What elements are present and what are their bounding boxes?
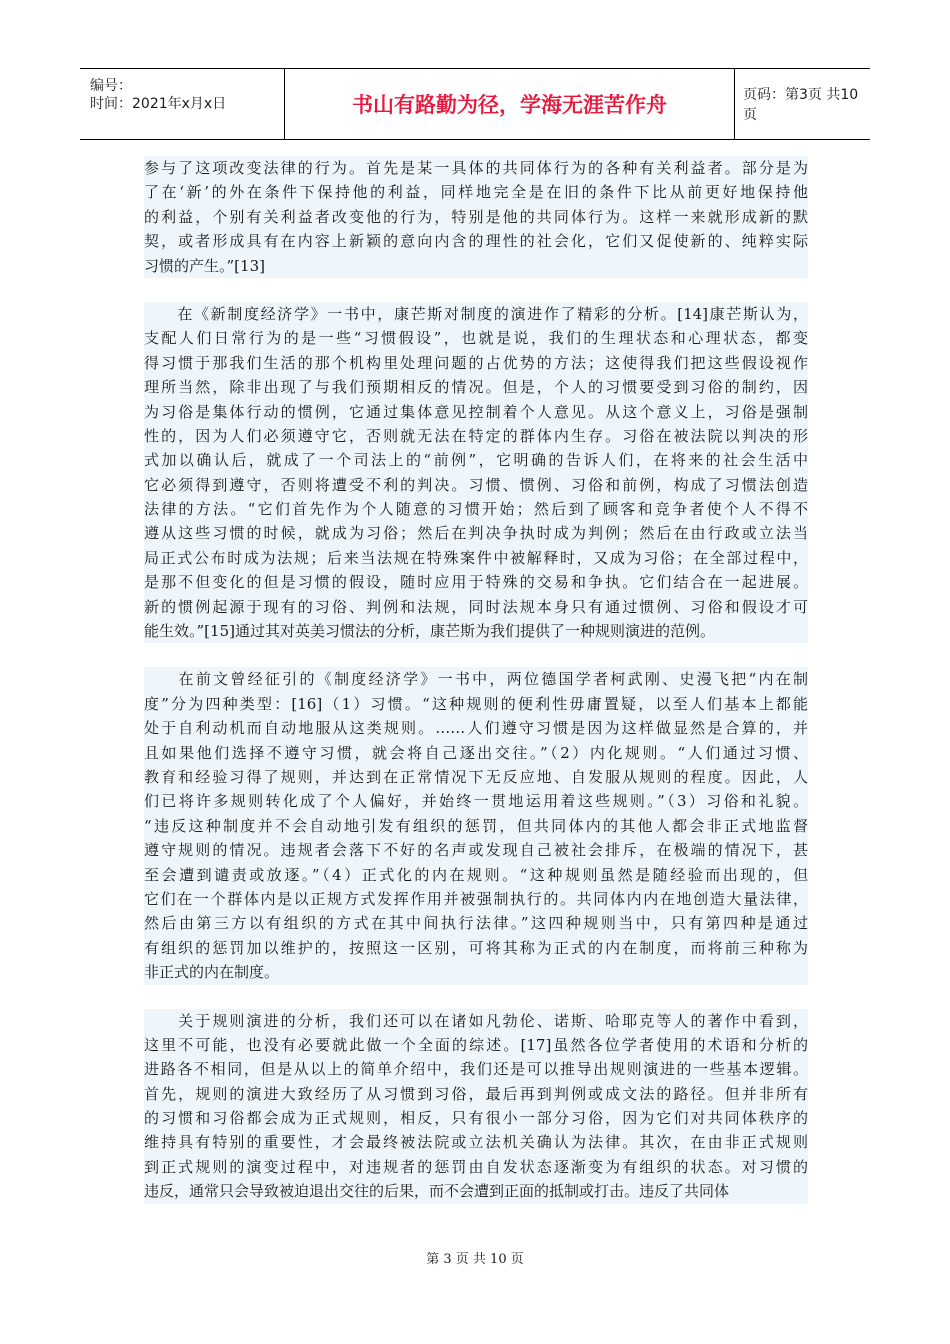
paragraph (144, 667, 808, 984)
page-header (80, 68, 870, 140)
text-line: 到正式规则的演变过程中，对违规者的惩罚由自发状态逐渐变为有组织的状态。对习惯的 (144, 1157, 808, 1176)
text-line: 能生效。”[15]通过其对英美习惯法的分析，康芒斯为我们提供了一种规则演进的范例。 (144, 622, 715, 641)
text-line: 法律的方法。“它们首先作为个人随意的习惯开始；然后到了顾客和竞争者使个人不得不 (144, 500, 808, 519)
text-line: 首先，规则的演进大致经历了从习惯到习俗，最后再到判例或成文法的路径。但并非所有 (144, 1084, 808, 1103)
text-line: 违反，通常只会导致被迫退出交往的后果，而不会遭到正面的抵制或打击。违反了共同体 (144, 1182, 730, 1201)
text-line: 然后由第三方以有组织的方式在其中间执行法律。”这四种规则当中，只有第四种是通过 (144, 914, 808, 933)
text-line: 至会遭到谴责或放逐。”（4）正式化的内在规则。“这种规则虽然是随经验而出现的，但 (144, 865, 808, 884)
text-line: 进路各不相同，但是从以上的简单介绍中，我们还是可以推导出规则演进的一些基本逻辑。 (144, 1060, 808, 1079)
text-line: 新的惯例起源于现有的习俗、判例和法规，同时法规本身只有通过惯例、习俗和假设才可 (144, 597, 808, 616)
text-line: 维持具有特别的重要性，才会最终被法院或立法机关确认为法律。其次，在由非正式规则 (144, 1133, 808, 1152)
text-line: 们已将许多规则转化成了个人偏好，并始终一贯地运用着这些规则。”（3）习俗和礼貌。 (144, 792, 808, 811)
paragraph (144, 302, 808, 643)
text-line: 的利益，个别有关利益者改变他的行为，特别是他的共同体行为。这样一来就形成新的默 (144, 207, 808, 226)
text-line: 教育和经验习得了规则，并达到在正常情况下无反应地、自发服从规则的程度。因此，人 (144, 767, 808, 786)
text-line: 为习俗是集体行动的惯例，它通过集体意见控制着个人意见。从这个意义上，习俗是强制 (144, 402, 808, 421)
text-line: 局正式公布时成为法规；后来当法规在特殊案件中被解释时，又成为习俗；在全部过程中， (144, 548, 808, 567)
text-line: 在《新制度经济学》一书中，康芒斯对制度的演进作了精彩的分析。[14]康芒斯认为， (144, 304, 808, 323)
text-line: 了在‘新’的外在条件下保持他的利益，同样地完全是在旧的条件下比从前更好地保持他 (144, 183, 808, 202)
text-line: 有组织的惩罚加以维护的，按照这一区别，可将其称为正式的内在制度，而将前三种称为 (144, 938, 808, 957)
code-label: 编号： (90, 78, 132, 94)
page-footer: 第 3 页 共 10 页 (426, 1252, 524, 1267)
text-line: 度”分为四种类型：[16]（1）习惯。“这种规则的便利性毋庸置疑，以至人们基本上都能 (144, 694, 808, 713)
text-line: 遵从这些习惯的时候，就成为习俗；然后在判决争执时成为判例；然后在由行政或立法当 (144, 524, 808, 543)
text-line: 式加以确认后，就成了一个司法上的“前例”，它明确的告诉人们，在将来的社会生活中 (144, 451, 808, 470)
motto: 书山有路勤为径，学海无涯苦作舟 (285, 69, 735, 139)
text-line: “违反这种制度并不会自动地引发有组织的惩罚，但共同体内的其他人都会非正式地监督 (144, 816, 808, 835)
text-line: 理所当然，除非出现了与我们预期相反的情况。但是，个人的习惯要受到习俗的制约，因 (144, 378, 808, 397)
text-line: 参与了这项改变法律的行为。首先是某一具体的共同体行为的各种有关利益者。部分是为 (144, 159, 808, 177)
text-line: 得习惯于那我们生活的那个机构里处理问题的占优势的方法；这使得我们把这些假设视作 (144, 353, 808, 372)
text-line: 性的，因为人们必须遵守它，否则就无法在特定的群体内生存。习俗在被法院以判决的形 (144, 426, 808, 445)
text-line: 它们在一个群体内是以正规方式发挥作用并被强制执行的。共同体内内在地创造大量法律， (144, 889, 808, 908)
text-line: 是那不但变化的但是习惯的假设，随时应用于特殊的交易和争执。它们结合在一起进展。 (144, 573, 808, 592)
text-line: 契，或者形成具有在内容上新颖的意向内含的理性的社会化，它们又促使新的、纯粹实际 (144, 232, 808, 251)
text-line: 它必须得到遵守，否则将遭受不利的判决。习惯、惯例、习俗和前例，构成了习惯法创造 (144, 475, 808, 494)
paragraph (144, 156, 808, 278)
text-line: 在前文曾经征引的《制度经济学》一书中，两位德国学者柯武刚、史漫飞把“内在制 (144, 670, 808, 689)
text-line: 关于规则演进的分析，我们还可以在诸如凡勃伦、诺斯、哈耶克等人的著作中看到， (144, 1011, 808, 1030)
header-meta-cell (80, 69, 285, 139)
text-line: 非正式的内在制度。 (144, 963, 280, 982)
document-body (144, 156, 808, 1228)
text-line: 的习惯和习俗都会成为正式规则，相反，只有很小一部分习俗，因为它们对共同体秩序的 (144, 1109, 808, 1128)
paragraph (144, 1009, 808, 1204)
text-line: 支配人们日常行为的是一些“习惯假设”，也就是说，我们的生理状态和心理状态，都变 (144, 329, 808, 348)
text-line: 且如果他们选择不遵守习惯，就会将自己逐出交往。”（2）内化规则。“人们通过习惯、 (144, 743, 808, 762)
text-line: 习惯的产生。”[13] (144, 256, 265, 275)
text-line: 这里不可能，也没有必要就此做一个全面的综述。[17]虽然各位学者使用的术语和分析的 (144, 1035, 808, 1054)
text-line: 处于自利动机而自动地服从这类规则。……人们遵守习惯是因为这样做显然是合算的，并 (144, 719, 808, 738)
date-label: 时间：2021年x月x日 (90, 96, 227, 112)
text-line: 遵守规则的情况。违规者会落下不好的名声或发现自己被社会排斥，在极端的情况下，甚 (144, 841, 808, 860)
page-number-label: 页码：第3页 共10页 (743, 87, 859, 123)
